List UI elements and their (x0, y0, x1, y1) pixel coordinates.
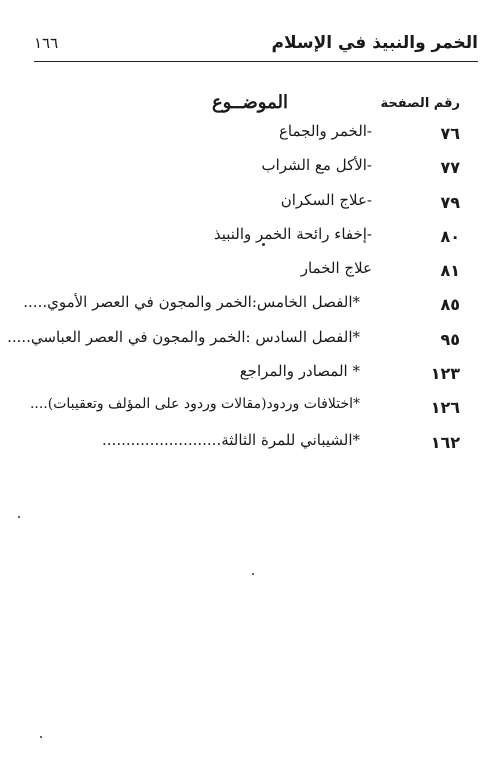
toc-column-headings (34, 92, 460, 118)
toc-entry-title: -الخمر والجماع (278, 122, 372, 140)
toc-entry-title: *الفصل السادس :الخمر والمجون في العصر العباسي..... (7, 327, 360, 346)
toc-entry (34, 221, 460, 255)
toc-entry-page: ١٢٦ (430, 398, 460, 418)
toc-entry-title: * المصادر والمراجع (239, 362, 360, 381)
toc-entry-title: -الأكل مع الشراب (261, 156, 372, 175)
toc-entry-title: *الفصل الخامس:الخمر والمجون في العصر الأموي..... (23, 293, 360, 312)
toc-entry (34, 118, 460, 152)
running-header (34, 28, 478, 58)
toc-entry-title: -علاج السكران (280, 190, 372, 209)
toc-entry-page: ٧٩ (440, 192, 460, 212)
header-rule (34, 61, 478, 62)
print-speck (18, 516, 20, 518)
print-speck (40, 736, 42, 738)
toc-entry-title: *الشيباني للمرة الثالثة......................... (102, 430, 360, 449)
topic-column-heading: الموضــوع (211, 92, 288, 113)
toc-entry (29, 392, 460, 426)
print-speck (252, 573, 254, 575)
toc-entry-page: ٩٥ (440, 329, 460, 349)
table-of-contents (7, 118, 460, 461)
running-title: الخمر والنبيذ في الإسلام (271, 33, 478, 53)
print-speck (262, 243, 265, 246)
toc-entry-page: ٨٠ (440, 226, 460, 246)
toc-entry (7, 324, 460, 358)
toc-entry-title: -إخفاء رائحة الخمر والنبيذ (213, 224, 372, 243)
toc-entry (34, 187, 460, 221)
toc-entry (34, 358, 460, 392)
toc-entry (34, 152, 460, 186)
toc-entry-page: ٨١ (440, 261, 460, 281)
toc-entry (34, 255, 460, 289)
toc-entry-page: ١٦٢ (430, 432, 460, 452)
toc-entry-page: ١٢٣ (430, 364, 460, 384)
toc-entry (34, 427, 460, 461)
page-column-heading: رقم الصفحة (380, 96, 460, 111)
toc-entry (23, 289, 460, 323)
toc-entry-page: ٨٥ (440, 295, 460, 315)
page-number: ١٦٦ (34, 34, 59, 52)
toc-entry-page: ٧٧ (440, 158, 460, 178)
toc-entry-page: ٧٦ (440, 124, 460, 143)
toc-entry-title: علاج الخمار (300, 259, 372, 278)
toc-entry-title: *اختلافات وردود(مقالات وردود على المؤلف وتعقيبات).... (29, 396, 360, 413)
